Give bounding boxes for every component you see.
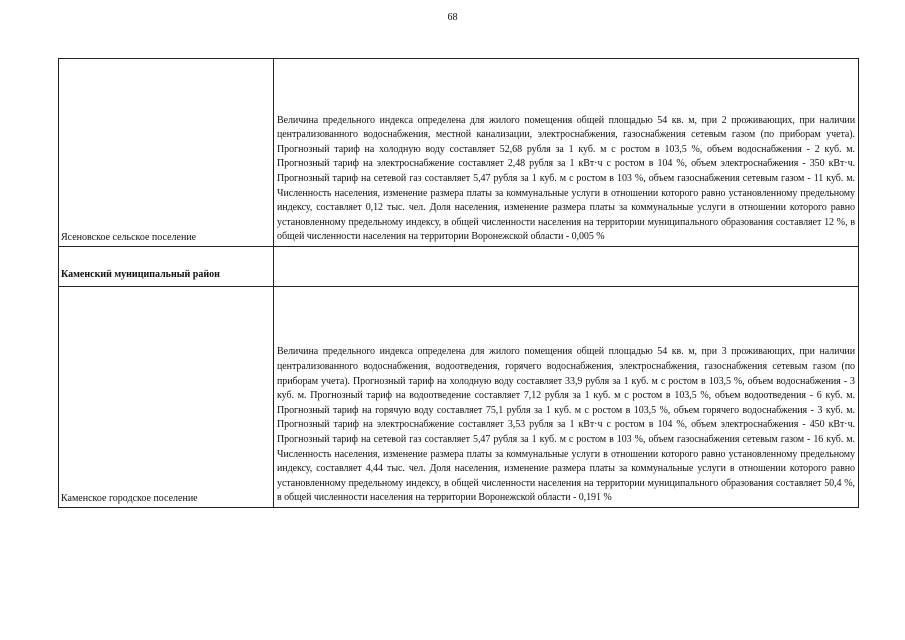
table-row [59, 59, 859, 247]
section-row [59, 247, 859, 287]
index-description: Величина предельного индекса определена для жилого помещения общей площадью 54 кв. м, при 2 проживающих, при наличии централизованного водоснабжения, местной канализации, электроснабжения, газоснабжения сетевым газом (по приборам учета). Прогнозный тариф на холодную воду составляет 52,68 рубля за 1 куб. м с ростом в 103,5 %, объем водоснабжения - 2 куб. м. Прогнозный тариф на электроснабжение составляет 2,48 рубля за 1 кВт·ч с ростом в 104 %, объем электроснабжения - 350 кВт·ч. Прогнозный тариф на сетевой газ составляет 5,47 рубля за 1 куб. м с ростом в 103 %, объем газоснабжения сетевым газом - 11 куб. м. Численность населения, изменение размера платы за коммунальные услуги в отношении которого равно установленному предельному индексу, составляет 0,12 тыс. чел. Доля населения, изменение размера платы за коммунальные услуги в отношении которого равно установленному предельному индексу, в общей численности населения на территории муниципального образования составляет 12 %, в общей численности населения на территории Воронежской области - 0,005 % [274, 59, 859, 247]
municipality-name: Каменское городское поселение [59, 287, 274, 508]
page-number: 68 [447, 12, 458, 23]
tariff-index-table [58, 58, 859, 508]
municipality-name: Ясеновское сельское поселение [59, 59, 274, 247]
district-heading: Каменский муниципальный район [59, 247, 274, 287]
empty-cell [274, 247, 859, 287]
index-description: Величина предельного индекса определена для жилого помещения общей площадью 54 кв. м, при 3 проживающих, при наличии централизованного водоснабжения, водоотведения, горячего водоснабжения, электроснабжения, газоснабжения сетевым газом (по приборам учета). Прогнозный тариф на холодную воду составляет 33,9 рубля за 1 куб. м с ростом в 103,5 %, объем водоснабжения - 3 куб. м. Прогнозный тариф на водоотведение составляет 7,12 рубля за 1 куб. м с ростом в 103,5 %, объем водоотведения - 6 куб. м. Прогнозный тариф на горячую воду составляет 75,1 рубля за 1 куб. м с ростом в 103,5 %, объем горячего водоснабжения - 3 куб. м. Прогнозный тариф на электроснабжение составляет 3,53 рубля за 1 кВт·ч с ростом в 104 %, объем электроснабжения - 450 кВт·ч. Прогнозный тариф на сетевой газ составляет 5,47 рубля за 1 куб. м с ростом в 103 %, объем газоснабжения сетевым газом - 16 куб. м. Численность населения, изменение размера платы за коммунальные услуги в отношении которого равно установленному предельному индексу, составляет 4,44 тыс. чел. Доля населения, изменение размера платы за коммунальные услуги в отношении которого равно установленному предельному индексу, в общей численности населения на территории муниципального образования составляет 50,4 %, в общей численности населения на территории Воронежской области - 0,191 % [274, 287, 859, 508]
table-row [59, 287, 859, 508]
